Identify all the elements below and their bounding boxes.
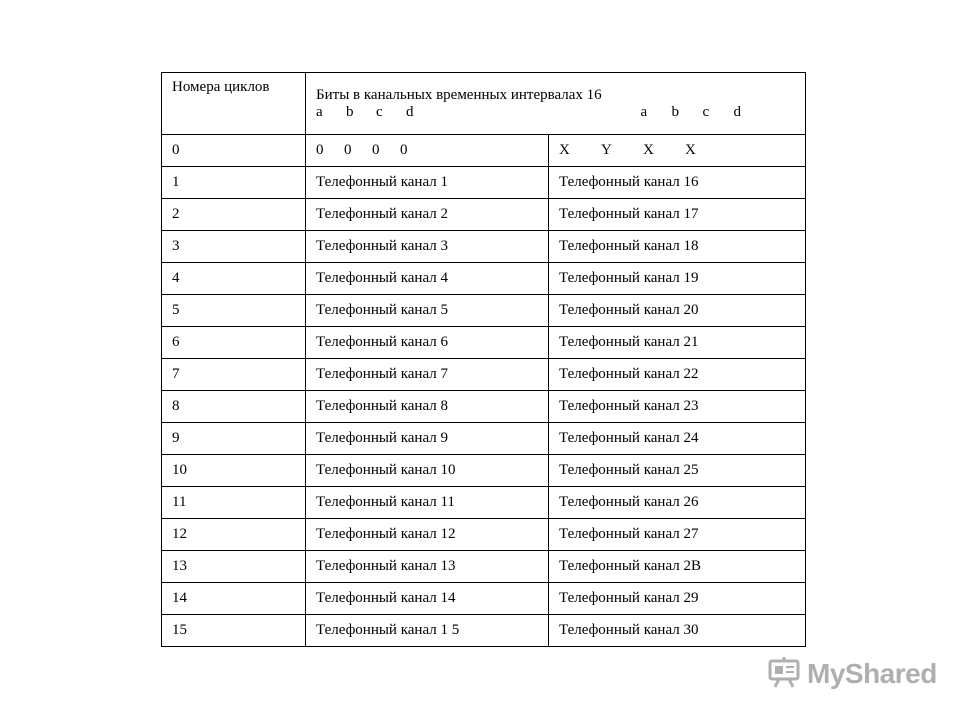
channel-right: Телефонный канал 18: [549, 231, 806, 263]
channel-left: Телефонный канал 12: [306, 519, 549, 551]
table-row: [162, 615, 806, 647]
channel-right: Телефонный канал 23: [549, 391, 806, 423]
table-row: [162, 551, 806, 583]
bit-letter: d: [733, 103, 741, 120]
cycle-number: 12: [162, 519, 306, 551]
bit-letter: b: [346, 103, 354, 120]
presentation-board-icon: [767, 655, 801, 694]
channel-right: Телефонный канал 19: [549, 263, 806, 295]
channel-right: Телефонный канал 24: [549, 423, 806, 455]
header-left-bits: [316, 104, 414, 121]
cycle-number: 9: [162, 423, 306, 455]
channel-left: Телефонный канал 3: [306, 231, 549, 263]
cycle-number: 0: [162, 135, 306, 167]
table-row: [162, 391, 806, 423]
channel-right: Телефонный канал 26: [549, 487, 806, 519]
channel-rows: [162, 167, 806, 647]
bit-value: 0: [372, 142, 380, 158]
header-row: [162, 73, 806, 135]
bit-letter: b: [671, 103, 679, 120]
table-row: [162, 327, 806, 359]
bit-letter: c: [702, 103, 710, 120]
channel-right: Телефонный канал 21: [549, 327, 806, 359]
channel-right: Телефонный канал 16: [549, 167, 806, 199]
watermark-text: MyShared: [807, 658, 937, 689]
cycle-number: 15: [162, 615, 306, 647]
bit-value: X: [643, 142, 654, 158]
channel-right: Телефонный канал 27: [549, 519, 806, 551]
bit-value: X: [559, 142, 570, 158]
cycle-number: 5: [162, 295, 306, 327]
channel-right: Телефонный канал 2В: [549, 551, 806, 583]
channel-right: Телефонный канал 25: [549, 455, 806, 487]
bit-value: 0: [400, 142, 408, 158]
table-row: [162, 167, 806, 199]
table-row: [162, 135, 806, 167]
header-right-bits: [641, 104, 742, 121]
channel-left: Телефонный канал 10: [306, 455, 549, 487]
bit-value: 0: [316, 142, 324, 158]
table-row: [162, 519, 806, 551]
channel-left: Телефонный канал 6: [306, 327, 549, 359]
cycle-number: 4: [162, 263, 306, 295]
header-bit-letters: [316, 104, 805, 121]
table-row: [162, 231, 806, 263]
cycle-number: 10: [162, 455, 306, 487]
channel-left: Телефонный канал 1 5: [306, 615, 549, 647]
channel-right: Телефонный канал 17: [549, 199, 806, 231]
table-row: [162, 455, 806, 487]
bit-values-right: [549, 135, 806, 167]
channel-left: Телефонный канал 11: [306, 487, 549, 519]
cycle-number: 1: [162, 167, 306, 199]
cycle-number: 2: [162, 199, 306, 231]
cycle-number: 8: [162, 391, 306, 423]
header-cycles: Номера циклов: [162, 73, 306, 135]
table-row: [162, 199, 806, 231]
channel-left: Телефонный канал 14: [306, 583, 549, 615]
table-row: [162, 295, 806, 327]
bit-letter: c: [376, 103, 383, 120]
channel-right: Телефонный канал 30: [549, 615, 806, 647]
cycle-number: 14: [162, 583, 306, 615]
channel-left: Телефонный канал 9: [306, 423, 549, 455]
channel-left: Телефонный канал 4: [306, 263, 549, 295]
cycle-number: 3: [162, 231, 306, 263]
table-row: [162, 583, 806, 615]
header-bits: [306, 73, 806, 135]
multiframe-table: [161, 72, 806, 647]
table-row: [162, 487, 806, 519]
channel-right: Телефонный канал 20: [549, 295, 806, 327]
cycle-number: 6: [162, 327, 306, 359]
bit-value: Y: [601, 142, 612, 158]
channel-left: Телефонный канал 5: [306, 295, 549, 327]
channel-left: Телефонный канал 13: [306, 551, 549, 583]
channel-right: Телефонный канал 29: [549, 583, 806, 615]
bit-letter: a: [640, 103, 648, 120]
cycle-number: 13: [162, 551, 306, 583]
table-row: [162, 263, 806, 295]
bit-values-left: [306, 135, 549, 167]
bit-value: X: [685, 142, 696, 158]
table-row: [162, 423, 806, 455]
table-row: [162, 359, 806, 391]
channel-left: Телефонный канал 2: [306, 199, 549, 231]
header-bits-title: Биты в канальных временных интервалах 16: [316, 86, 602, 103]
channel-left: Телефонный канал 7: [306, 359, 549, 391]
cycle-number: 11: [162, 487, 306, 519]
channel-right: Телефонный канал 22: [549, 359, 806, 391]
channel-left: Телефонный канал 8: [306, 391, 549, 423]
bit-letter: a: [316, 103, 323, 120]
bit-value: 0: [344, 142, 352, 158]
bit-letter: d: [406, 103, 414, 120]
watermark-logo: [767, 654, 937, 694]
cycle-number: 7: [162, 359, 306, 391]
channel-left: Телефонный канал 1: [306, 167, 549, 199]
